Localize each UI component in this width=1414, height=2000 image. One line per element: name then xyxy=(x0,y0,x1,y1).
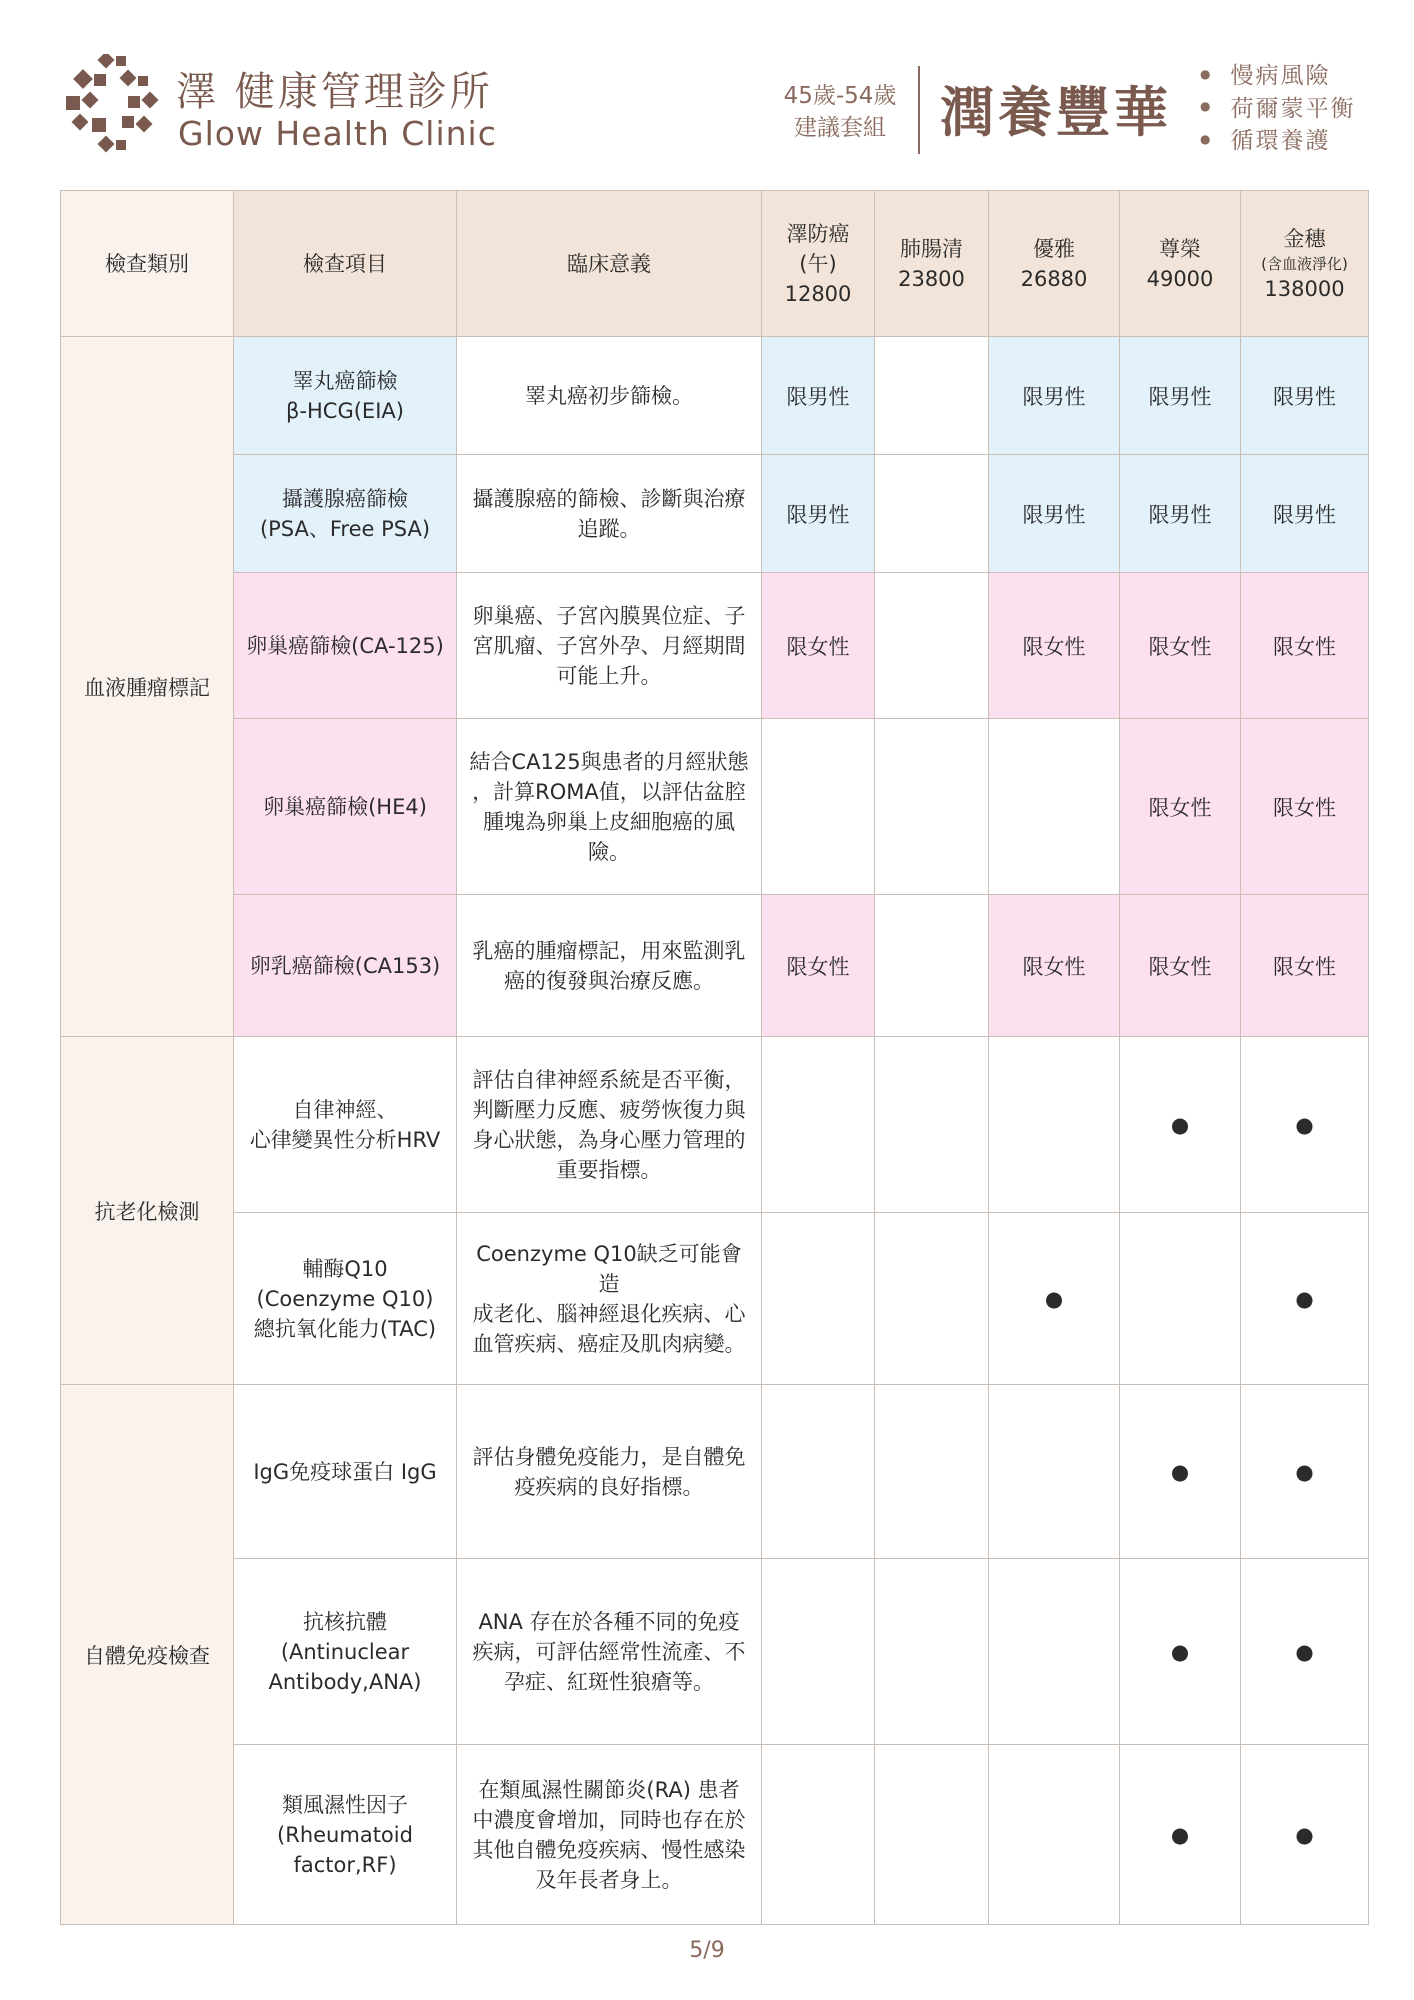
meaning-line: 評估身體免疫能力，是自體免 xyxy=(472,1444,746,1469)
plan-mark-cell xyxy=(762,1213,875,1385)
meaning-line: 血管疾病、癌症及肌肉病變。 xyxy=(472,1331,746,1356)
plan-name: 尊榮 xyxy=(1159,236,1201,261)
plan-mark-cell xyxy=(762,1559,875,1745)
meaning-line: Coenzyme Q10缺乏可能會造 xyxy=(476,1241,742,1296)
package-name: 潤養豐華 xyxy=(940,81,1172,144)
age-range-subtitle: 建議套組 xyxy=(794,115,886,141)
feature-item: ● 荷爾蒙平衡 xyxy=(1200,93,1355,126)
header-item: 檢查項目 xyxy=(234,191,457,337)
included-dot: ● xyxy=(1120,1385,1241,1559)
meaning-cell xyxy=(457,1037,762,1213)
item-line: 卵巢癌篩檢(HE4) xyxy=(263,794,427,819)
header-divider xyxy=(918,66,920,154)
meaning-line: ，計算ROMA值，以評估盆腔 xyxy=(472,779,746,804)
exam-table xyxy=(60,190,1369,1925)
plan-sub: (午) xyxy=(799,251,837,276)
header-plan-3 xyxy=(989,191,1120,337)
item-line: 卵乳癌篩檢(CA153) xyxy=(249,953,441,978)
meaning-line: 可能上升。 xyxy=(556,663,662,688)
meaning-line: 追蹤。 xyxy=(577,516,641,541)
plan-mark-cell xyxy=(875,1385,989,1559)
item-line: 心律變異性分析HRV xyxy=(249,1127,441,1152)
table-row xyxy=(61,1385,1369,1559)
item-line: 自律神經、 xyxy=(292,1097,398,1122)
plan-mark-cell xyxy=(762,1745,875,1925)
item-line: (Coenzyme Q10) xyxy=(256,1286,434,1311)
item-cell xyxy=(234,1213,457,1385)
plan-mark-cell xyxy=(875,1745,989,1925)
plan-mark-cell: 限男性 xyxy=(989,455,1120,573)
plan-mark-cell: 限女性 xyxy=(1120,895,1241,1037)
plan-mark-cell: 限女性 xyxy=(1241,895,1369,1037)
meaning-line: 腫塊為卵巢上皮細胞癌的風 xyxy=(483,809,735,834)
meaning-line: 孕症、紅斑性狼瘡等。 xyxy=(504,1669,714,1694)
feature-item: ● 循環養護 xyxy=(1200,125,1355,158)
plan-price: 12800 xyxy=(784,281,852,306)
plan-mark-cell: 限男性 xyxy=(1120,337,1241,455)
plan-mark-cell xyxy=(875,1559,989,1745)
plan-mark-cell xyxy=(989,1559,1120,1745)
item-line: (PSA、Free PSA) xyxy=(259,516,431,541)
table-header-row xyxy=(61,191,1369,337)
plan-mark-cell xyxy=(989,1385,1120,1559)
table-row xyxy=(61,1037,1369,1213)
item-cell xyxy=(234,1745,457,1925)
plan-name: 優雅 xyxy=(1033,236,1075,261)
plan-name: 肺腸清 xyxy=(900,236,963,261)
item-cell xyxy=(234,895,457,1037)
plan-price: 138000 xyxy=(1264,276,1345,301)
plan-mark-cell: 限女性 xyxy=(1241,573,1369,719)
plan-mark-cell xyxy=(989,1745,1120,1925)
plan-name: 澤防癌 xyxy=(786,221,850,246)
plan-mark-cell: 限女性 xyxy=(1241,719,1369,895)
plan-mark-cell xyxy=(875,337,989,455)
header-plan-2 xyxy=(875,191,989,337)
header-plan-4 xyxy=(1120,191,1241,337)
item-line: β-HCG(EIA) xyxy=(286,398,404,423)
meaning-cell xyxy=(457,1559,762,1745)
plan-mark-cell: 限女性 xyxy=(989,895,1120,1037)
table-row xyxy=(61,573,1369,719)
item-cell xyxy=(234,573,457,719)
item-line: 睪丸癌篩檢 xyxy=(292,368,398,393)
plan-mark-cell xyxy=(875,719,989,895)
meaning-line: 卵巢癌、子宮內膜異位症、子 xyxy=(472,603,746,628)
table-row xyxy=(61,719,1369,895)
item-cell xyxy=(234,1559,457,1745)
included-dot: ● xyxy=(1241,1213,1369,1385)
included-dot: ● xyxy=(989,1213,1120,1385)
clinic-name-zh: 澤 健康管理診所 xyxy=(176,69,493,115)
table-body xyxy=(61,337,1369,1925)
item-line: 類風濕性因子 xyxy=(282,1792,408,1817)
meaning-line: 疾病，可評估經常性流產、不 xyxy=(472,1639,746,1664)
meaning-line: 判斷壓力反應、疲勞恢復力與 xyxy=(472,1097,746,1122)
meaning-line: 中濃度會增加，同時也存在於 xyxy=(472,1807,746,1832)
plan-name: 金穗 xyxy=(1283,226,1326,251)
item-cell xyxy=(234,1037,457,1213)
age-range-block xyxy=(760,80,920,144)
item-line: 抗核抗體 xyxy=(303,1609,387,1634)
meaning-line: 評估自律神經系統是否平衡， xyxy=(472,1067,746,1092)
header-plan-5 xyxy=(1241,191,1369,337)
plan-mark-cell: 限男性 xyxy=(1241,337,1369,455)
plan-mark-cell: 限男性 xyxy=(762,455,875,573)
item-cell xyxy=(234,719,457,895)
meaning-line: 結合CA125與患者的月經狀態 xyxy=(469,749,749,774)
category-cell: 自體免疫檢查 xyxy=(61,1385,234,1925)
included-dot: ● xyxy=(1120,1745,1241,1925)
meaning-line: 疫疾病的良好指標。 xyxy=(514,1474,704,1499)
item-line: IgG免疫球蛋白 IgG xyxy=(253,1459,437,1484)
plan-mark-cell: 限男性 xyxy=(1120,455,1241,573)
meaning-cell xyxy=(457,1385,762,1559)
plan-mark-cell: 限男性 xyxy=(1241,455,1369,573)
item-line: 總抗氧化能力(TAC) xyxy=(253,1316,437,1341)
meaning-cell xyxy=(457,1213,762,1385)
included-dot: ● xyxy=(1241,1037,1369,1213)
category-cell: 血液腫瘤標記 xyxy=(61,337,234,1037)
plan-mark-cell xyxy=(875,1037,989,1213)
meaning-cell xyxy=(457,719,762,895)
item-line: (Rheumatoid xyxy=(277,1822,413,1847)
plan-mark-cell: 限女性 xyxy=(762,895,875,1037)
item-line: Antibody,ANA) xyxy=(268,1669,422,1694)
meaning-line: 重要指標。 xyxy=(556,1157,662,1182)
plan-mark-cell xyxy=(762,1037,875,1213)
plan-mark-cell xyxy=(989,719,1120,895)
meaning-cell xyxy=(457,1745,762,1925)
plan-price: 26880 xyxy=(1020,266,1088,291)
feature-item: ● 慢病風險 xyxy=(1200,60,1355,93)
header-category: 檢查類別 xyxy=(61,191,234,337)
meaning-cell xyxy=(457,573,762,719)
header-plan-1 xyxy=(762,191,875,337)
meaning-line: 身心狀態，為身心壓力管理的 xyxy=(472,1127,746,1152)
package-features xyxy=(1200,60,1355,158)
plan-price: 49000 xyxy=(1146,266,1214,291)
meaning-line: 在類風濕性關節炎(RA) 患者 xyxy=(478,1777,740,1802)
meaning-line: 癌的復發與治療反應。 xyxy=(504,968,714,993)
plan-mark-cell xyxy=(875,455,989,573)
item-line: 輔酶Q10 xyxy=(302,1256,388,1281)
page-number: 5/9 xyxy=(689,1938,725,1963)
plan-mark-cell: 限男性 xyxy=(989,337,1120,455)
table-row xyxy=(61,1745,1369,1925)
item-cell xyxy=(234,337,457,455)
included-dot: ● xyxy=(1120,1037,1241,1213)
clinic-logo-icon xyxy=(66,54,160,154)
included-dot: ● xyxy=(1241,1559,1369,1745)
meaning-cell xyxy=(457,337,762,455)
table-row xyxy=(61,1559,1369,1745)
plan-mark-cell xyxy=(875,895,989,1037)
meaning-line: 宮肌瘤、子宮外孕、月經期間 xyxy=(472,633,746,658)
item-line: factor,RF) xyxy=(293,1852,397,1877)
included-dot: ● xyxy=(1241,1745,1369,1925)
meaning-line: ANA 存在於各種不同的免疫 xyxy=(478,1609,740,1634)
table-row xyxy=(61,455,1369,573)
item-cell xyxy=(234,1385,457,1559)
meaning-line: 險。 xyxy=(588,839,630,864)
table-row xyxy=(61,1213,1369,1385)
age-range: 45歲-54歲 xyxy=(783,83,897,109)
meaning-line: 成老化、腦神經退化疾病、心 xyxy=(472,1301,746,1326)
plan-mark-cell: 限女性 xyxy=(989,573,1120,719)
meaning-line: 乳癌的腫瘤標記，用來監測乳 xyxy=(472,938,746,963)
clinic-name-en: Glow Health Clinic xyxy=(178,114,497,153)
plan-price: 23800 xyxy=(898,266,965,291)
meaning-line: 其他自體免疫疾病、慢性感染 xyxy=(472,1837,746,1862)
plan-mark-cell xyxy=(989,1037,1120,1213)
plan-mark-cell xyxy=(1120,1213,1241,1385)
table-row xyxy=(61,895,1369,1037)
item-line: (Antinuclear xyxy=(280,1639,410,1664)
plan-mark-cell: 限女性 xyxy=(762,573,875,719)
plan-mark-cell xyxy=(762,1385,875,1559)
plan-mark-cell: 限女性 xyxy=(1120,719,1241,895)
plan-mark-cell xyxy=(875,573,989,719)
plan-mark-cell: 限男性 xyxy=(762,337,875,455)
header-meaning: 臨床意義 xyxy=(457,191,762,337)
table-row xyxy=(61,337,1369,455)
item-cell xyxy=(234,455,457,573)
page-header xyxy=(0,0,1414,180)
plan-mark-cell xyxy=(762,719,875,895)
meaning-cell xyxy=(457,455,762,573)
meaning-cell xyxy=(457,895,762,1037)
plan-mark-cell xyxy=(875,1213,989,1385)
plan-sub: (含血液淨化) xyxy=(1261,254,1348,273)
category-cell: 抗老化檢測 xyxy=(61,1037,234,1385)
meaning-line: 及年長者身上。 xyxy=(535,1867,683,1892)
included-dot: ● xyxy=(1120,1559,1241,1745)
item-line: 攝護腺癌篩檢 xyxy=(282,486,408,511)
plan-mark-cell: 限女性 xyxy=(1120,573,1241,719)
included-dot: ● xyxy=(1241,1385,1369,1559)
meaning-line: 攝護腺癌的篩檢、診斷與治療 xyxy=(472,486,746,511)
meaning-line: 睪丸癌初步篩檢。 xyxy=(525,383,693,408)
item-line: 卵巢癌篩檢(CA-125) xyxy=(246,633,444,658)
